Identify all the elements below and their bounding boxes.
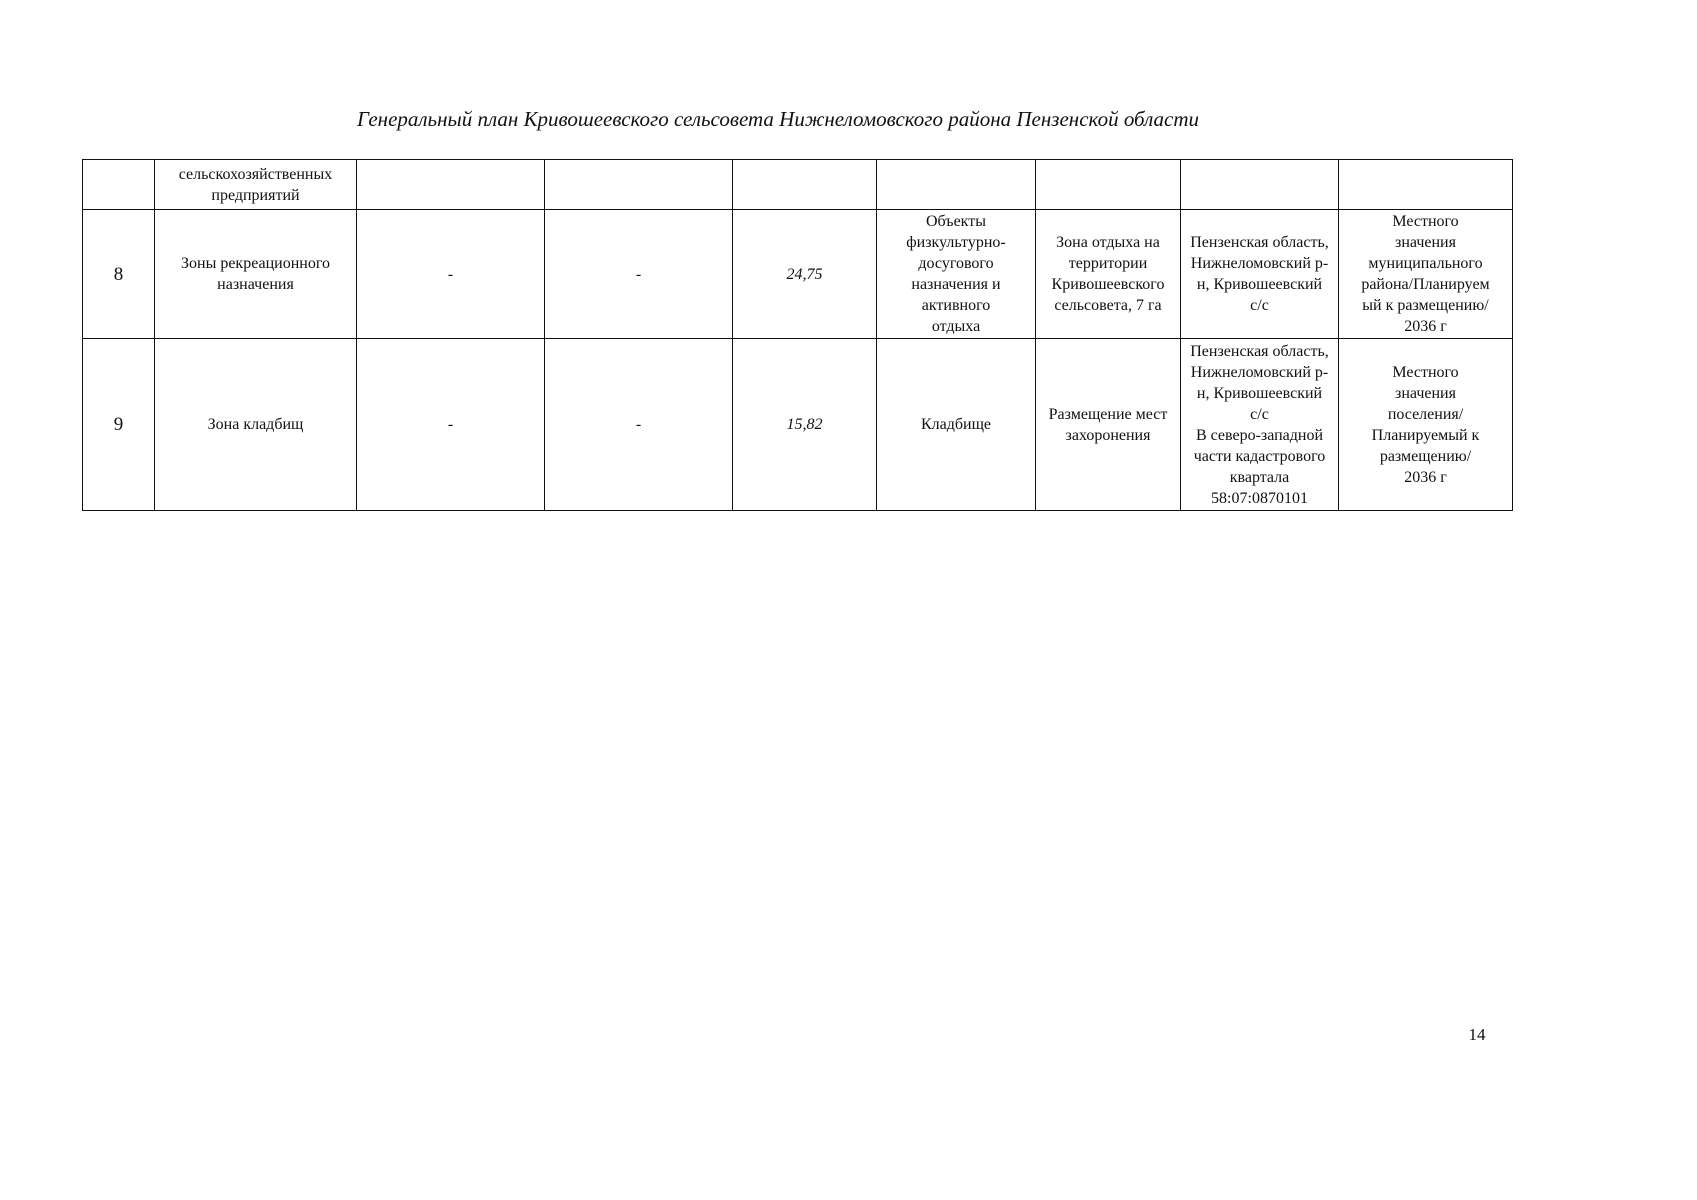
status-cell	[1339, 160, 1513, 210]
purpose-cell: Размещение мест захоронения	[1036, 339, 1181, 511]
location-cell: Пензенская область, Нижнеломовский р- н, Кривошеевский с/с	[1181, 210, 1339, 339]
objects-cell	[877, 160, 1036, 210]
zone-name-cell: сельскохозяйственных предприятий	[155, 160, 357, 210]
location-cell	[1181, 160, 1339, 210]
status-cell: Местного значения муниципального района/Планируем ый к размещению/ 2036 г	[1339, 210, 1513, 339]
area-cell	[733, 160, 877, 210]
location-cell: Пензенская область, Нижнеломовский р- н, Кривошеевский с/с В северо-западной части кадастрового квартала 58:07:0870101	[1181, 339, 1339, 511]
table-row	[83, 339, 1513, 511]
row-number-cell: 8	[83, 210, 155, 339]
table-cell: -	[357, 210, 545, 339]
row-number-cell	[83, 160, 155, 210]
page-number: 14	[1468, 1025, 1486, 1044]
table-cell	[545, 160, 733, 210]
purpose-cell	[1036, 160, 1181, 210]
area-cell: 24,75	[733, 210, 877, 339]
table-cell	[357, 160, 545, 210]
area-cell: 15,82	[733, 339, 877, 511]
zones-table	[82, 159, 1513, 511]
page-title: Генеральный план Кривошеевского сельсовета Нижнеломовского района Пензенской области	[357, 107, 1199, 131]
zone-name-cell: Зона кладбищ	[155, 339, 357, 511]
table-row	[83, 160, 1513, 210]
table-cell: -	[545, 339, 733, 511]
zone-name-cell: Зоны рекреационного назначения	[155, 210, 357, 339]
purpose-cell: Зона отдыха на территории Кривошеевского сельсовета, 7 га	[1036, 210, 1181, 339]
table-cell: -	[357, 339, 545, 511]
objects-cell: Объекты физкультурно- досугового назначения и активного отдыха	[877, 210, 1036, 339]
row-number-cell: 9	[83, 339, 155, 511]
table-cell: -	[545, 210, 733, 339]
table-row	[83, 210, 1513, 339]
objects-cell: Кладбище	[877, 339, 1036, 511]
status-cell: Местного значения поселения/ Планируемый к размещению/ 2036 г	[1339, 339, 1513, 511]
